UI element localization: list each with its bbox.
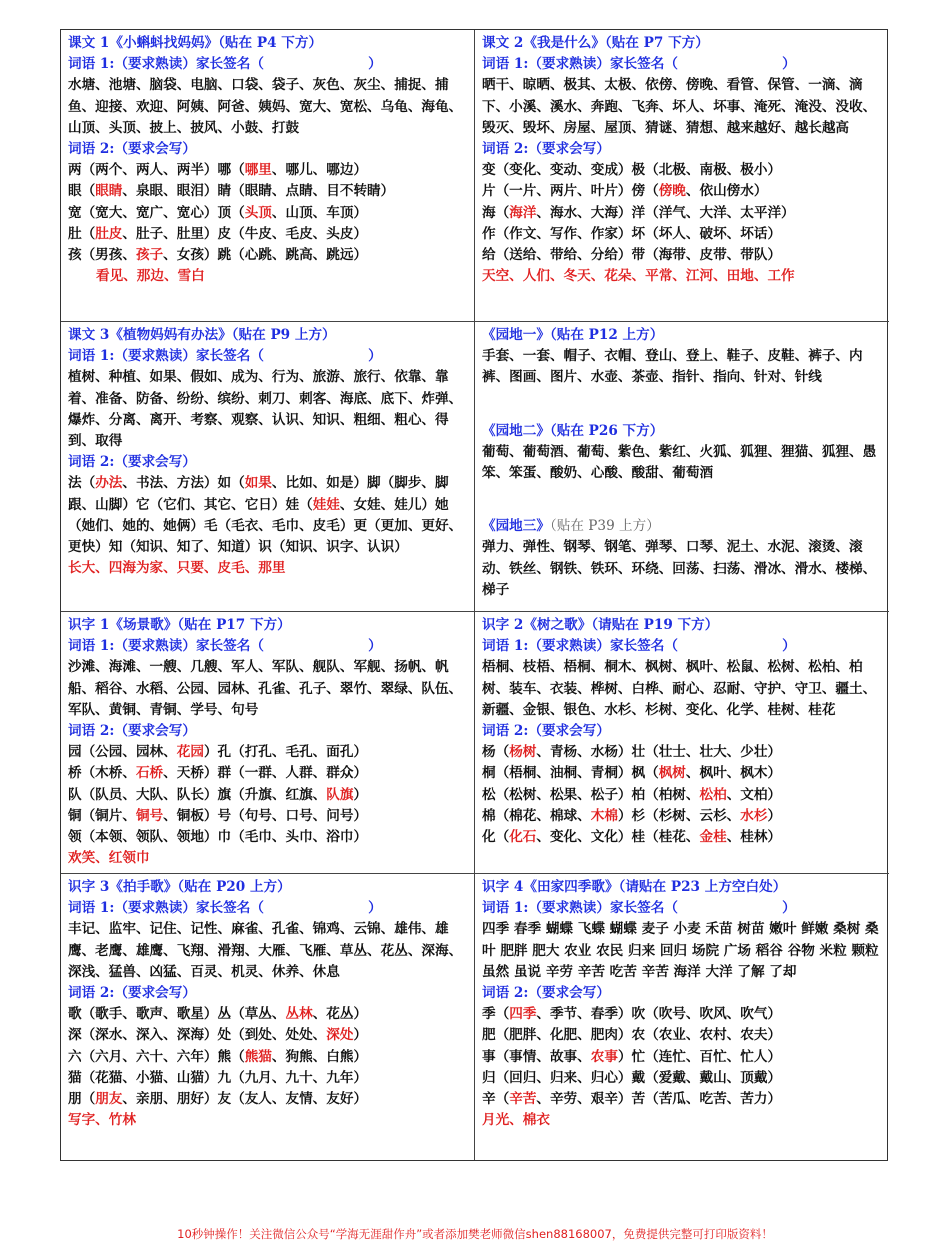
signature-blank bbox=[678, 56, 782, 72]
lesson-title bbox=[482, 421, 884, 442]
highlight-word: 辛苦 bbox=[509, 1091, 537, 1108]
write-word-line bbox=[482, 224, 884, 245]
lesson-title bbox=[68, 615, 469, 636]
word-text: 季（ bbox=[482, 1006, 510, 1023]
lesson-title bbox=[68, 325, 469, 346]
lesson-name: 识字 2《树之歌》 bbox=[482, 617, 592, 633]
word-text: 杨（ bbox=[482, 744, 510, 761]
lesson-title bbox=[482, 877, 884, 898]
extra-write-words: 写字、竹林 bbox=[68, 1112, 136, 1129]
write-word-line bbox=[68, 1004, 469, 1025]
vocab-read-list: 弹力、弹性、钢琴、钢笔、弹琴、口琴、泥土、水泥、滚烫、滚动、铁丝、钢铁、铁环、环绕、回荡、扫荡、滑冰、滑水、楼梯、梯子 bbox=[482, 539, 877, 598]
word-text: 、枫叶、枫木） bbox=[685, 765, 782, 782]
lesson-name: 课文 1《小蝌蚪找妈妈》 bbox=[68, 35, 219, 51]
vocab-read-list: 丰记、监牢、记住、记性、麻雀、孔雀、锦鸡、云锦、雄伟、雄鹰、老鹰、雄鹰、飞翔、滑翔、大雁、飞雁、草丛、花丛、深海、深浅、猛兽、凶猛、百灵、机灵、休养、休息 bbox=[68, 921, 463, 980]
write-word-line bbox=[482, 1004, 884, 1025]
word-text: 、哪儿、哪边） bbox=[271, 162, 368, 179]
word-text: ）杉（杉树、云杉、 bbox=[617, 807, 741, 824]
paste-note: （请贴在 P19 下方） bbox=[591, 617, 719, 633]
word-text: 、女娃、娃儿）她（她们、她的、她俩）毛（毛衣、毛巾、皮毛）更（更加、更好、更快）知（知识、知了、知道）识（知识、识字、认识） bbox=[68, 496, 463, 556]
signature-close: ） bbox=[782, 56, 796, 73]
word-text: 深（深水、深入、深海）处（到处、处处、 bbox=[68, 1027, 327, 1044]
lesson-cell bbox=[475, 322, 889, 612]
vocab-read-list: 水塘、池塘、脑袋、电脑、口袋、袋子、灰色、灰尘、捕捉、捕鱼、迎接、欢迎、阿姨、阿爸、姨妈、宽大、宽松、乌龟、海龟、山顶、头顶、披上、披风、小鼓、打鼓 bbox=[68, 77, 463, 136]
write-word-line bbox=[68, 245, 469, 266]
signature-blank bbox=[264, 900, 368, 916]
word-text: 、天桥）群（一群、人群、群众） bbox=[163, 765, 368, 782]
word-text: 朋（ bbox=[68, 1091, 96, 1108]
word-text: 、季节、春季）吹（吹号、吹风、吹气） bbox=[536, 1006, 782, 1023]
vocab-read-list: 沙滩、海滩、一艘、几艘、军人、军队、舰队、军舰、扬帆、帆船、稻谷、水稻、公园、园林、孔雀、孔子、翠竹、翠绿、队伍、军队、黄铜、青铜、学号、句号 bbox=[68, 659, 463, 718]
vocab-write-label: 词语 2:（要求会写） bbox=[482, 723, 610, 740]
highlight-word: 杨树 bbox=[509, 744, 537, 761]
word-text: 辛（ bbox=[482, 1091, 510, 1108]
vocab-read-label bbox=[68, 898, 469, 919]
signature-close: ） bbox=[368, 900, 382, 917]
word-text: 、花丛） bbox=[312, 1006, 368, 1023]
word-text: 、书法、方法）如（ bbox=[122, 475, 245, 492]
vocab-read-list: 晒干、晾晒、极其、太极、依傍、傍晚、看管、保管、一滴、滴下、小溪、溪水、奔跑、飞奔、坏人、坏事、淹死、淹没、没收、毁灭、毁坏、房屋、屋顶、猜谜、猜想、越来越好、越长越高 bbox=[482, 77, 877, 136]
write-word-line bbox=[482, 245, 884, 266]
lesson-cell bbox=[61, 322, 475, 612]
word-text: 宽（宽大、宽广、宽心）顶（ bbox=[68, 204, 245, 221]
footer-promo: 10秒钟操作！关注微信公众号“学海无涯甜作舟”或者添加樊老师微信shen88168007，免费提供完整可打印版资料！ bbox=[177, 1227, 773, 1241]
lesson-cell bbox=[475, 874, 889, 1160]
vocab-write-label: 词语 2:（要求会写） bbox=[482, 141, 610, 158]
vocab-read-list: 葡萄、葡萄酒、葡萄、紫色、紫红、火狐、狐狸、狸猫、狐狸、愚笨、笨蛋、酸奶、心酸、酸甜、葡萄酒 bbox=[482, 443, 877, 482]
write-word-line bbox=[68, 181, 469, 202]
word-text: 、海水、大海）洋（洋气、大洋、太平洋） bbox=[536, 204, 795, 221]
write-word-line bbox=[482, 763, 884, 784]
highlight-word: 眼睛 bbox=[95, 183, 123, 200]
word-text: 、泉眼、眼泪）睛（眼睛、点睛、目不转睛） bbox=[122, 183, 395, 200]
word-text: 领（本领、领队、领地）巾（毛巾、头巾、浴巾） bbox=[68, 829, 368, 846]
write-word-line bbox=[68, 1025, 469, 1046]
word-text: 、肚子、肚里）皮（牛皮、毛皮、头皮） bbox=[122, 225, 368, 242]
paste-note: （贴在 P20 上方） bbox=[177, 879, 291, 895]
vocab-read-label bbox=[482, 898, 884, 919]
signature-blank bbox=[678, 900, 782, 916]
write-word-line bbox=[68, 763, 469, 784]
word-text: ）忙（连忙、百忙、忙人） bbox=[617, 1048, 782, 1065]
word-text: 作（作文、写作、作家）坏（坏人、破坏、坏话） bbox=[482, 225, 782, 242]
highlight-word: 石桥 bbox=[135, 765, 164, 782]
signature-blank bbox=[264, 638, 368, 654]
highlight-word: 四季 bbox=[509, 1006, 537, 1023]
signature-blank bbox=[678, 638, 782, 654]
highlight-word: 肚皮 bbox=[95, 225, 123, 242]
word-text: ） bbox=[767, 807, 782, 824]
word-text: 孩（男孩、 bbox=[68, 247, 136, 264]
word-text: 猫（花猫、小猫、山猫）九（九月、九十、九年） bbox=[68, 1069, 368, 1086]
write-word-line bbox=[482, 181, 884, 202]
lesson-title bbox=[482, 516, 884, 537]
vocab-read-text: 词语 1:（要求熟读）家长签名（ bbox=[68, 56, 264, 73]
lesson-title bbox=[68, 33, 469, 54]
vocab-read-text: 词语 1:（要求熟读）家长签名（ bbox=[68, 348, 264, 365]
write-word-line bbox=[68, 785, 469, 806]
lesson-name: 《园地二》 bbox=[482, 422, 550, 439]
word-text: 法（ bbox=[68, 475, 96, 492]
vocab-read-label bbox=[482, 54, 884, 75]
highlight-word: 花园 bbox=[176, 744, 204, 761]
word-text: 、文柏） bbox=[726, 786, 782, 803]
vocab-read-text: 词语 1:（要求熟读）家长签名（ bbox=[68, 638, 264, 655]
write-word-line bbox=[68, 473, 469, 558]
word-text: 事（事情、故事、 bbox=[482, 1048, 591, 1065]
word-text: 海（ bbox=[482, 204, 510, 221]
highlight-word: 傍晚 bbox=[658, 183, 686, 200]
word-text: 化（ bbox=[482, 829, 510, 846]
lesson-name: 识字 3《拍手歌》 bbox=[68, 879, 178, 895]
write-word-line bbox=[482, 203, 884, 224]
vocab-read-text: 词语 1:（要求熟读）家长签名（ bbox=[482, 638, 678, 655]
word-text: 歌（歌手、歌声、歌星）丛（草丛、 bbox=[68, 1006, 286, 1023]
word-text: 、亲朋、朋好）友（友人、友情、友好） bbox=[122, 1091, 368, 1108]
highlight-word: 队旗 bbox=[326, 786, 354, 803]
vocab-read-list: 植树、种植、如果、假如、成为、行为、旅游、旅行、依靠、靠着、准备、防备、纷纷、缤纷、刺刀、刺客、海底、底下、炸弹、爆炸、分离、离开、考察、观察、认识、知识、粗细、粗心、得到、取得 bbox=[68, 369, 463, 450]
word-text: 、铜板）号（句号、口号、问号） bbox=[163, 807, 368, 824]
highlight-word: 办法 bbox=[95, 475, 123, 492]
word-text: 铜（铜片、 bbox=[68, 807, 136, 824]
paste-note: （贴在 P39 上方） bbox=[549, 518, 660, 535]
word-text: 变（变化、变动、变成）极（北极、南极、极小） bbox=[482, 162, 782, 179]
highlight-word: 孩子 bbox=[135, 247, 164, 264]
signature-blank bbox=[264, 56, 368, 72]
word-text: 、辛劳、艰辛）苦（苦瓜、吃苦、苦力） bbox=[536, 1091, 782, 1108]
vocab-read-label bbox=[68, 54, 469, 75]
word-text: 队（队员、大队、队长）旗（升旗、红旗、 bbox=[68, 786, 327, 803]
highlight-word: 金桂 bbox=[699, 829, 727, 846]
word-text: 松（松树、松果、松子）柏（柏树、 bbox=[482, 786, 700, 803]
signature-close: ） bbox=[368, 348, 382, 365]
lesson-name: 课文 3《植物妈妈有办法》 bbox=[68, 327, 232, 343]
write-word-line bbox=[68, 1068, 469, 1089]
word-text: 两（两个、两人、两半）哪（ bbox=[68, 162, 245, 179]
paste-note: （贴在 P7 下方） bbox=[604, 35, 709, 51]
extra-write-words: 看见、那边、雪白 bbox=[96, 268, 205, 285]
lesson-name: 识字 4《田家四季歌》 bbox=[482, 879, 619, 895]
vocab-read-list: 四季 春季 蝴蝶 飞蝶 蝴蝶 麦子 小麦 禾苗 树苗 嫩叶 鲜嫩 桑树 桑叶 肥胖 肥大 农业 农民 归来 回归 场院 广场 稻谷 谷物 米粒 颗粒 虽然 虽说 辛劳 辛苦 吃苦 辛苦 海洋 大洋 了解 了却 bbox=[482, 921, 879, 980]
word-text: 、依山傍水） bbox=[685, 183, 768, 200]
word-text: 六（六月、六十、六年）熊（ bbox=[68, 1048, 245, 1065]
word-text: 、青杨、水杨）壮（壮士、壮大、少壮） bbox=[536, 744, 782, 761]
worksheet-grid bbox=[60, 29, 888, 1161]
word-text: 、狗熊、白熊） bbox=[271, 1048, 368, 1065]
highlight-word: 枫树 bbox=[658, 765, 686, 782]
signature-close: ） bbox=[782, 900, 796, 917]
lesson-title bbox=[482, 33, 884, 54]
signature-close: ） bbox=[782, 638, 796, 655]
word-text: ）孔（打孔、毛孔、面孔） bbox=[203, 744, 368, 761]
lesson-title bbox=[68, 877, 469, 898]
paste-note: （贴在 P9 上方） bbox=[231, 327, 336, 343]
highlight-word: 深处 bbox=[326, 1027, 354, 1044]
extra-write-words: 欢笑、红领巾 bbox=[68, 850, 150, 867]
write-word-line bbox=[68, 806, 469, 827]
write-word-line bbox=[68, 1089, 469, 1110]
write-word-line bbox=[482, 1089, 884, 1110]
lesson-name: 《园地一》 bbox=[482, 327, 550, 343]
write-word-line bbox=[68, 827, 469, 848]
vocab-read-label bbox=[68, 636, 469, 657]
highlight-word: 海洋 bbox=[509, 204, 537, 221]
lesson-name: 识字 1《场景歌》 bbox=[68, 617, 178, 633]
highlight-word: 熊猫 bbox=[244, 1048, 272, 1065]
paste-note: （请贴在 P23 上方空白处） bbox=[618, 879, 787, 895]
signature-close: ） bbox=[368, 56, 382, 73]
word-text: ） bbox=[353, 786, 368, 803]
signature-blank bbox=[264, 348, 368, 364]
signature-close: ） bbox=[368, 638, 382, 655]
vocab-write-label: 词语 2:（要求会写） bbox=[68, 723, 196, 740]
write-word-line bbox=[482, 160, 884, 181]
lesson-name: 课文 2《我是什么》 bbox=[482, 35, 605, 51]
highlight-word: 朋友 bbox=[95, 1091, 123, 1108]
paste-note: （贴在 P12 上方） bbox=[549, 327, 664, 343]
highlight-word: 娃娃 bbox=[312, 496, 340, 513]
word-text: 给（送给、带给、分给）带（海带、皮带、带队） bbox=[482, 247, 782, 264]
highlight-word: 如果 bbox=[244, 475, 272, 492]
word-text: 归（回归、归来、归心）戴（爱戴、戴山、顶戴） bbox=[482, 1069, 782, 1086]
word-text: 桥（木桥、 bbox=[68, 765, 136, 782]
paste-note: （贴在 P17 下方） bbox=[177, 617, 291, 633]
word-text: 、变化、文化）桂（桂花、 bbox=[536, 829, 700, 846]
highlight-word: 农事 bbox=[590, 1048, 618, 1065]
vocab-write-label: 词语 2:（要求会写） bbox=[68, 454, 196, 471]
vocab-read-text: 词语 1:（要求熟读）家长签名（ bbox=[482, 900, 678, 917]
extra-write-words: 长大、四海为家、只要、皮毛、那里 bbox=[68, 560, 286, 577]
lesson-cell bbox=[61, 874, 475, 1160]
word-text: 、桂林） bbox=[726, 829, 782, 846]
word-text: 、比如、如是）脚（脚步、脚跟、山脚）它（它们、其它、它日）娃（ bbox=[68, 475, 449, 513]
word-text: 桐（梧桐、油桐、青桐）枫（ bbox=[482, 765, 659, 782]
write-word-line bbox=[68, 160, 469, 181]
lesson-title bbox=[482, 325, 884, 346]
extra-write-words: 月光、棉衣 bbox=[482, 1112, 550, 1129]
vocab-read-list: 手套、一套、帽子、衣帽、登山、登上、鞋子、皮鞋、裤子、内裤、图画、图片、水壶、茶壶、指针、指向、针对、针线 bbox=[482, 348, 863, 386]
vocab-read-list: 梧桐、枝梧、梧桐、桐木、枫树、枫叶、松鼠、松树、松柏、柏树、装车、衣装、桦树、白桦、耐心、忍耐、守护、守卫、疆土、新疆、金银、银色、水杉、杉树、变化、化学、桂树、桂花 bbox=[482, 659, 877, 718]
highlight-word: 头顶 bbox=[244, 204, 272, 221]
word-text: 园（公园、园林、 bbox=[68, 744, 177, 761]
word-text: 、山顶、车顶） bbox=[271, 204, 368, 221]
lesson-cell bbox=[475, 30, 889, 322]
write-word-line bbox=[68, 742, 469, 763]
vocab-write-label: 词语 2:（要求会写） bbox=[68, 985, 196, 1002]
word-text: 片（一片、两片、叶片）傍（ bbox=[482, 183, 659, 200]
lesson-cell bbox=[475, 612, 889, 874]
write-word-line bbox=[68, 1047, 469, 1068]
lesson-title bbox=[482, 615, 884, 636]
vocab-read-text: 词语 1:（要求熟读）家长签名（ bbox=[482, 56, 678, 73]
write-word-line bbox=[482, 1025, 884, 1046]
write-word-line bbox=[68, 224, 469, 245]
write-word-line bbox=[482, 1068, 884, 1089]
highlight-word: 哪里 bbox=[244, 162, 272, 179]
word-text: 、女孩）跳（心跳、跳高、跳远） bbox=[163, 247, 368, 264]
vocab-write-label: 词语 2:（要求会写） bbox=[482, 985, 610, 1002]
paste-note: （贴在 P26 下方） bbox=[549, 422, 664, 439]
highlight-word: 木棉 bbox=[590, 807, 618, 824]
write-word-line bbox=[482, 806, 884, 827]
extra-write-words: 天空、人们、冬天、花朵、平常、江河、田地、工作 bbox=[482, 268, 795, 285]
write-word-line bbox=[482, 827, 884, 848]
word-text: ） bbox=[353, 1027, 368, 1044]
write-word-line bbox=[482, 785, 884, 806]
highlight-word: 铜号 bbox=[135, 807, 164, 824]
word-text: 肚（ bbox=[68, 225, 96, 242]
write-word-line bbox=[482, 1047, 884, 1068]
highlight-word: 化石 bbox=[509, 829, 537, 846]
highlight-word: 水杉 bbox=[740, 807, 768, 824]
lesson-name: 《园地三》 bbox=[482, 518, 550, 535]
vocab-read-label bbox=[68, 346, 469, 367]
vocab-read-text: 词语 1:（要求熟读）家长签名（ bbox=[68, 900, 264, 917]
write-word-line bbox=[68, 203, 469, 224]
highlight-word: 丛林 bbox=[285, 1006, 313, 1023]
paste-note: （贴在 P4 下方） bbox=[218, 35, 323, 51]
lesson-cell bbox=[61, 612, 475, 874]
vocab-write-label: 词语 2:（要求会写） bbox=[68, 141, 196, 158]
write-word-line bbox=[482, 742, 884, 763]
word-text: 肥（肥胖、化肥、肥肉）农（农业、农村、农夫） bbox=[482, 1027, 782, 1044]
word-text: 棉（棉花、棉球、 bbox=[482, 807, 591, 824]
word-text: 眼（ bbox=[68, 183, 96, 200]
lesson-cell bbox=[61, 30, 475, 322]
vocab-read-label bbox=[482, 636, 884, 657]
highlight-word: 松柏 bbox=[699, 786, 727, 803]
